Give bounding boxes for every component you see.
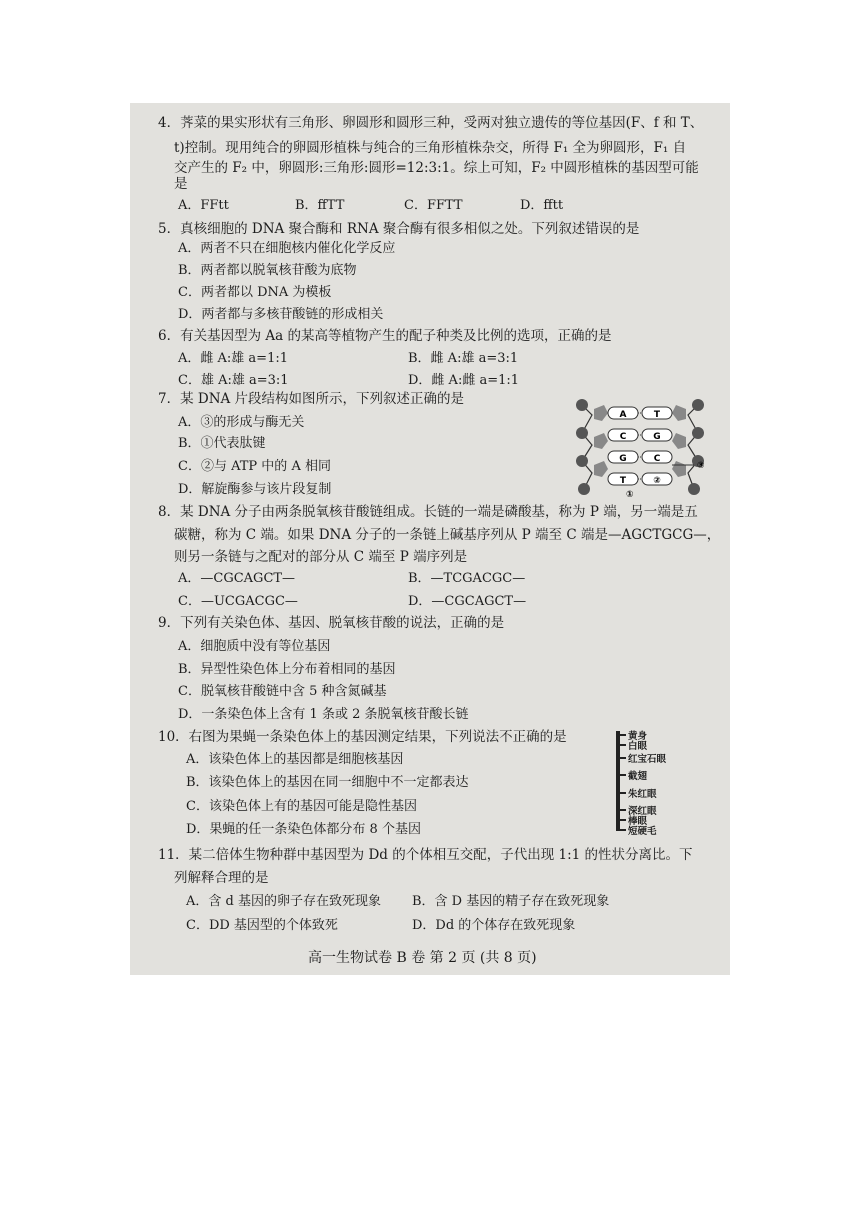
sugar-left-2 (594, 433, 608, 449)
q8-option-a: A．—CGCAGCT— (178, 571, 296, 586)
phosphate-left-3 (576, 455, 588, 467)
svg-text:A: A (619, 410, 627, 420)
gene-label-2: 白眼 (628, 741, 648, 752)
dna-structure-figure (570, 393, 710, 503)
gene-label-3: 红宝石眼 (628, 754, 667, 765)
phosphate-right-2 (692, 427, 704, 439)
q5-option-d: D．两者都与多核苷酸链的形成相关 (178, 307, 384, 322)
svg-text:C: C (619, 432, 627, 442)
q8-line-1: 8．某 DNA 分子由两条脱氧核苷酸链组成。长链的一端是磷酸基，称为 P 端，另一端是五 (158, 504, 698, 520)
chromosome-gene-map (614, 727, 724, 837)
q4-option-d: D．fftt (520, 198, 564, 213)
q6-option-a: A．雌 A:雄 a=1:1 (178, 351, 288, 366)
phosphate-left-1 (576, 399, 588, 411)
sugar-right-3 (672, 461, 686, 477)
svg-text:T: T (653, 410, 661, 420)
q8-line-2: 碳糖，称为 C 端。如果 DNA 分子的一条链上碱基序列从 P 端至 C 端是—AGCTGCG—， (174, 527, 721, 543)
page-footer: 高一生物试卷 B 卷 第 2 页 (共 8 页) (308, 950, 537, 966)
q7-option-d: D．解旋酶参与该片段复制 (178, 482, 332, 497)
q4-option-b: B．ffTT (295, 198, 345, 213)
dna-left-backbone (582, 405, 592, 489)
svg-text:②: ② (653, 476, 661, 486)
q7-stem: 7．某 DNA 片段结构如图所示，下列叙述正确的是 (158, 391, 465, 407)
q5-option-b: B．两者都以脱氧核苷酸为底物 (178, 263, 357, 278)
sugar-left-3 (594, 461, 608, 477)
q9-stem: 9．下列有关染色体、基因、脱氧核苷酸的说法，正确的是 (158, 615, 505, 631)
q9-option-d: D．一条染色体上含有 1 条或 2 条脱氧核苷酸长链 (178, 707, 469, 722)
q4-line-1: 4．荠菜的果实形状有三角形、卵圆形和圆形三种，受两对独立遗传的等位基因(F、f 和 T、 (158, 115, 704, 131)
gene-label-8: 短硬毛 (628, 826, 657, 837)
q4-line-3: 交产生的 F₂ 中，卵圆形:三角形:圆形=12:3:1。综上可知，F₂ 中圆形植株的基因型可能 (174, 160, 699, 176)
gene-tick-2 (616, 744, 626, 746)
svg-text:T: T (619, 476, 627, 486)
q11-line-2: 列解释合理的是 (174, 870, 269, 886)
svg-text:G: G (653, 432, 661, 442)
gene-tick-6 (616, 809, 626, 811)
q7-option-b: B．①代表肽键 (178, 436, 266, 451)
q7-option-c: C．②与 ATP 中的 A 相同 (178, 459, 331, 474)
q4-line-2: t)控制。现用纯合的卵圆形植株与纯合的三角形植株杂交，所得 F₁ 全为卵圆形，F₁ 自 (174, 140, 687, 156)
gene-label-1: 黄身 (628, 731, 648, 742)
sugar-right-1 (672, 405, 686, 421)
gene-tick-1 (616, 734, 626, 736)
q4-line-4: 是 (174, 176, 188, 192)
q9-option-b: B．异型性染色体上分布着相同的基因 (178, 662, 396, 677)
phosphate-right-4 (688, 483, 700, 495)
gene-label-7: 棒眼 (628, 816, 648, 827)
q6-option-c: C．雄 A:雄 a=3:1 (178, 373, 289, 388)
q8-option-d: D．—CGCAGCT— (408, 594, 527, 609)
exam-page (130, 103, 730, 975)
gene-label-6: 深红眼 (628, 806, 657, 817)
q11-line-1: 11．某二倍体生物种群中基因型为 Dd 的个体相互交配，子代出现 1:1 的性状分离比。下 (158, 847, 693, 863)
q6-option-b: B．雌 A:雄 a=3:1 (408, 351, 519, 366)
q4-option-a: A．FFtt (178, 198, 229, 213)
q10-option-a: A．该染色体上的基因都是细胞核基因 (186, 752, 404, 767)
q5-option-a: A．两者不只在细胞核内催化化学反应 (178, 241, 396, 256)
dna-right-backbone (688, 405, 698, 489)
sugar-left-1 (594, 405, 608, 421)
gene-tick-3 (616, 757, 626, 759)
mark-1-label: ① (626, 490, 634, 500)
phosphate-left-4 (578, 483, 590, 495)
mark-3-label: ③ (697, 461, 705, 471)
gene-tick-5 (616, 792, 626, 794)
q10-option-c: C．该染色体上有的基因可能是隐性基因 (186, 799, 417, 814)
gene-label-4: 截翅 (628, 771, 648, 782)
q11-option-c: C．DD 基因型的个体致死 (186, 918, 338, 933)
q4-option-c: C．FFTT (404, 198, 463, 213)
q8-option-b: B．—TCGACGC— (408, 571, 526, 586)
phosphate-left-2 (576, 427, 588, 439)
chromosome-bar (616, 731, 620, 831)
phosphate-right-1 (692, 399, 704, 411)
q6-option-d: D．雌 A:雌 a=1:1 (408, 373, 520, 388)
gene-tick-8 (616, 829, 626, 831)
q9-option-a: A．细胞质中没有等位基因 (178, 639, 331, 654)
q11-option-d: D．Dd 的个体存在致死现象 (412, 918, 576, 933)
gene-label-5: 朱红眼 (628, 789, 657, 800)
svg-text:G: G (619, 454, 627, 464)
q5-option-c: C．两者都以 DNA 为模板 (178, 285, 332, 300)
q11-option-a: A．含 d 基因的卵子存在致死现象 (186, 894, 381, 909)
q10-option-d: D．果蝇的任一条染色体都分布 8 个基因 (186, 822, 421, 837)
q6-stem: 6．有关基因型为 Aa 的某高等植物产生的配子种类及比例的选项，正确的是 (158, 328, 612, 344)
svg-text:C: C (653, 454, 661, 464)
q9-option-c: C．脱氧核苷酸链中含 5 种含氮碱基 (178, 684, 387, 699)
q5-stem: 5．真核细胞的 DNA 聚合酶和 RNA 聚合酶有很多相似之处。下列叙述错误的是 (158, 221, 640, 237)
sugar-right-2 (672, 433, 686, 449)
q10-stem: 10．右图为果蝇一条染色体上的基因测定结果，下列说法不正确的是 (158, 729, 567, 745)
q7-option-a: A．③的形成与酶无关 (178, 415, 305, 430)
gene-tick-7 (616, 819, 626, 821)
q11-option-b: B．含 D 基因的精子存在致死现象 (412, 894, 610, 909)
gene-tick-4 (616, 774, 626, 776)
q10-option-b: B．该染色体上的基因在同一细胞中不一定都表达 (186, 775, 469, 790)
q8-option-c: C．—UCGACGC— (178, 594, 298, 609)
q8-line-3: 则另一条链与之配对的部分从 C 端至 P 端序列是 (174, 549, 468, 565)
